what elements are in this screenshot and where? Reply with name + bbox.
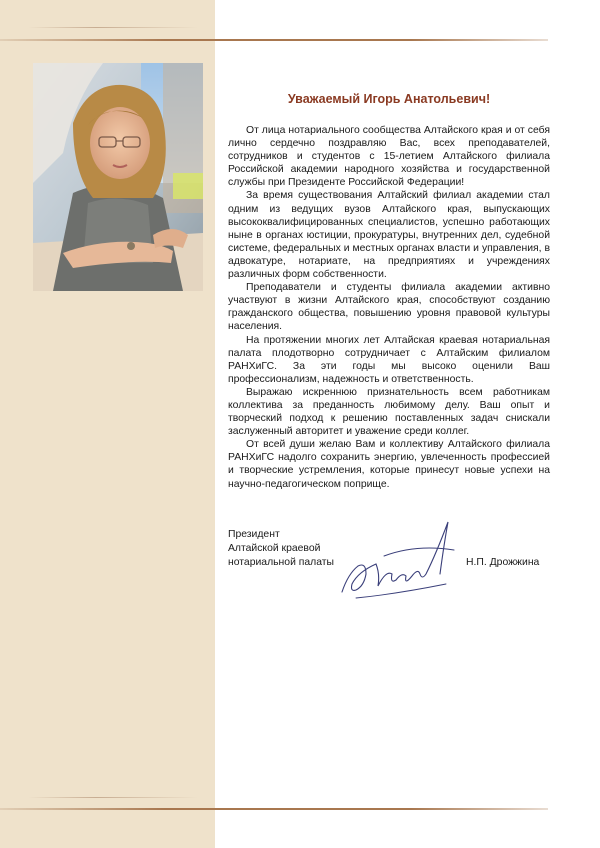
signer-name: Н.П. Дрожжина bbox=[466, 557, 540, 568]
paragraph: Преподаватели и студенты филиала академии активно участвуют в жизни Алтайского края, способствуют созданию гражданского общества, повышению уровня правовой культуры населения. bbox=[228, 282, 550, 333]
paragraph: Выражаю искреннюю признательность всем работникам коллектива за преданность любимому делу. Ваш опыт и творческий подход к решению поставленных задач снискали заслуженный авторитет и уважение среди коллег. bbox=[228, 386, 550, 438]
signer-title-line: Президент bbox=[228, 529, 280, 540]
signer-title-line: нотариальной палаты bbox=[228, 557, 335, 568]
handwritten-signature bbox=[336, 514, 466, 604]
bottom-thin-divider bbox=[28, 797, 198, 798]
paragraph: От лица нотариального сообщества Алтайского края и от себя лично сердечно поздравляю Вас, всех преподавателей, сотрудников и студентов с 15-летием Алтайского филиала Российской академии народного хозяйства и государственной службы при Президенте Российской Федерации! bbox=[228, 125, 550, 189]
salutation: Уважаемый Игорь Анатольевич! bbox=[287, 92, 491, 106]
top-divider bbox=[0, 39, 548, 41]
paragraph: От всей души желаю Вам и коллективу Алтайского филиала РАНХиГС надолго сохранить энергию, увлеченность профессией и творческие устремления, которые принесут новые успехи на научно-педагогическом поприще. bbox=[228, 439, 550, 490]
bottom-divider bbox=[0, 808, 548, 810]
portrait-photo bbox=[33, 63, 203, 291]
signer-title-line: Алтайской краевой bbox=[228, 543, 321, 554]
paragraph: За время существования Алтайский филиал академии стал одним из ведущих вузов Алтайского края, выпускающих высококвалифицированных специалистов, успешно работающих ныне в органах юстиции, прокуратуры, внутренних дел, судебной системе, федеральных и местных органах власти и управления, в адвокатуре, нотариате, на предприятиях и учреждениях различных форм собственности. bbox=[228, 190, 550, 281]
paragraph: На протяжении многих лет Алтайская краевая нотариальная палата плодотворно сотрудничает с Алтайским филиалом РАНХиГС. За эти годы мы высоко оценили Ваш профессионализм, надежность и ответственность. bbox=[228, 334, 550, 385]
top-thin-divider bbox=[28, 27, 198, 28]
signature-block bbox=[228, 528, 550, 608]
letter-body bbox=[228, 92, 550, 491]
